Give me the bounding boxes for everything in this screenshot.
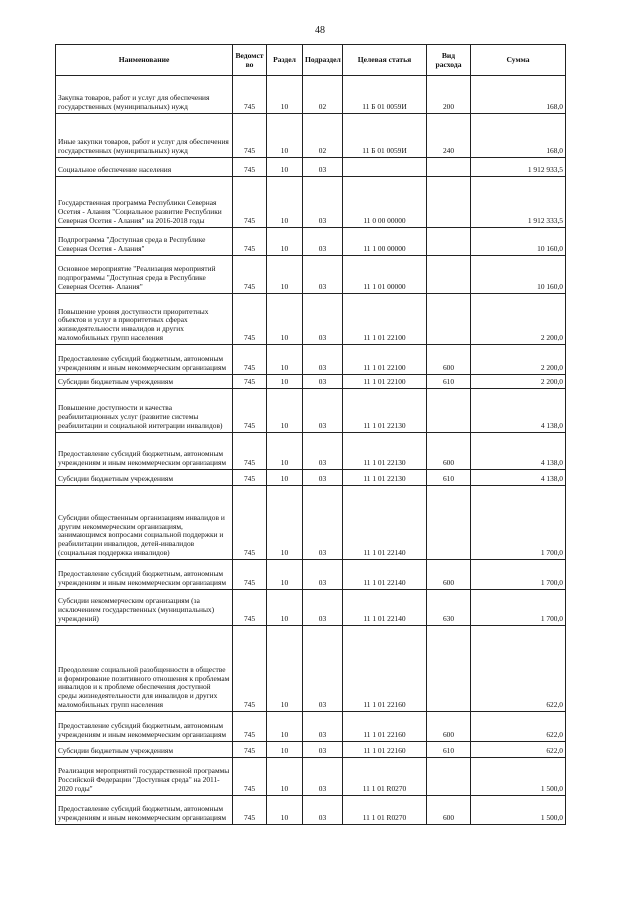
cell-name: Повышение доступности и качества реабилитационных услуг (развитие системы реабилитации и социальной интеграции инвалидов) xyxy=(56,389,233,433)
cell-summa: 168,0 xyxy=(471,114,566,158)
cell-ved: 745 xyxy=(233,177,267,228)
cell-ved: 745 xyxy=(233,433,267,470)
cell-name: Основное мероприятие "Реализация мероприятий подпрограммы "Доступная среда в Республике Северная Осетия- Алания" xyxy=(56,256,233,294)
cell-ved: 745 xyxy=(233,114,267,158)
cell-summa: 1 500,0 xyxy=(471,758,566,796)
cell-razdel: 10 xyxy=(267,470,303,486)
cell-vid xyxy=(427,256,471,294)
cell-podrazdel: 03 xyxy=(303,712,343,742)
cell-summa: 4 138,0 xyxy=(471,433,566,470)
cell-podrazdel: 03 xyxy=(303,177,343,228)
cell-ved: 745 xyxy=(233,626,267,712)
cell-podrazdel: 03 xyxy=(303,470,343,486)
cell-podrazdel: 03 xyxy=(303,742,343,758)
cell-vid xyxy=(427,228,471,256)
cell-summa: 1 700,0 xyxy=(471,590,566,626)
cell-vid xyxy=(427,626,471,712)
cell-summa: 1 500,0 xyxy=(471,796,566,825)
cell-name: Субсидии бюджетным учреждениям xyxy=(56,470,233,486)
cell-name: Реализация мероприятий государственной программы Российской Федерации "Доступная среда" на 2011-2020 годы" xyxy=(56,758,233,796)
table-row xyxy=(56,470,566,486)
cell-kcr: 11 0 00 00000 xyxy=(343,177,427,228)
cell-ved: 745 xyxy=(233,590,267,626)
cell-kcr: 11 1 01 22140 xyxy=(343,486,427,560)
cell-name: Предоставление субсидий бюджетным, автономным учреждениям и иным некоммерческим организациям xyxy=(56,796,233,825)
cell-kcr: 11 1 01 22140 xyxy=(343,560,427,590)
cell-ved: 745 xyxy=(233,796,267,825)
header-vid: Вид расхода xyxy=(427,45,471,76)
table-row xyxy=(56,626,566,712)
cell-vid xyxy=(427,158,471,177)
header-razdel: Раздел xyxy=(267,45,303,76)
header-podrazdel: Подраздел xyxy=(303,45,343,76)
cell-kcr: 11 1 01 22160 xyxy=(343,626,427,712)
cell-name: Предоставление субсидий бюджетным, автономным учреждениям и иным некоммерческим организациям xyxy=(56,712,233,742)
cell-razdel: 10 xyxy=(267,177,303,228)
cell-name: Предоставление субсидий бюджетным, автономным учреждениям и иным некоммерческим организациям xyxy=(56,560,233,590)
cell-name: Закупка товаров, работ и услуг для обеспечения государственных (муниципальных) нужд xyxy=(56,76,233,114)
table-row xyxy=(56,758,566,796)
cell-kcr: 11 Б 01 0059И xyxy=(343,76,427,114)
cell-ved: 745 xyxy=(233,228,267,256)
cell-podrazdel: 03 xyxy=(303,158,343,177)
table-row xyxy=(56,590,566,626)
cell-summa: 4 138,0 xyxy=(471,389,566,433)
cell-summa: 2 200,0 xyxy=(471,294,566,345)
cell-razdel: 10 xyxy=(267,560,303,590)
cell-name: Государственная программа Республики Северная Осетия - Алания "Социальное развитие Республики Северная Осетия - Алания" на 2016-2018 годы xyxy=(56,177,233,228)
cell-ved: 745 xyxy=(233,294,267,345)
cell-vid: 610 xyxy=(427,742,471,758)
table-row xyxy=(56,742,566,758)
cell-razdel: 10 xyxy=(267,712,303,742)
cell-podrazdel: 02 xyxy=(303,76,343,114)
cell-kcr: 11 1 01 22130 xyxy=(343,389,427,433)
cell-summa: 1 912 933,5 xyxy=(471,158,566,177)
table-row xyxy=(56,158,566,177)
cell-podrazdel: 02 xyxy=(303,114,343,158)
cell-podrazdel: 03 xyxy=(303,433,343,470)
cell-ved: 745 xyxy=(233,256,267,294)
cell-kcr: 11 1 01 22160 xyxy=(343,742,427,758)
cell-podrazdel: 03 xyxy=(303,486,343,560)
cell-vid xyxy=(427,758,471,796)
header-ved: Ведомст во xyxy=(233,45,267,76)
cell-ved: 745 xyxy=(233,345,267,375)
cell-razdel: 10 xyxy=(267,389,303,433)
table-header-row xyxy=(56,45,566,76)
cell-summa: 4 138,0 xyxy=(471,470,566,486)
cell-kcr: 11 1 01 22100 xyxy=(343,375,427,389)
cell-podrazdel: 03 xyxy=(303,375,343,389)
table-row xyxy=(56,256,566,294)
cell-name: Предоставление субсидий бюджетным, автономным учреждениям и иным некоммерческим организациям xyxy=(56,433,233,470)
table-row xyxy=(56,177,566,228)
cell-vid: 200 xyxy=(427,76,471,114)
cell-name: Иные закупки товаров, работ и услуг для обеспечения государственных (муниципальных) нужд xyxy=(56,114,233,158)
cell-razdel: 10 xyxy=(267,758,303,796)
cell-kcr: 11 1 01 22100 xyxy=(343,294,427,345)
cell-name: Подпрограмма "Доступная среда в Республике Северная Осетия - Алания" xyxy=(56,228,233,256)
cell-name: Преодоление социальной разобщенности в обществе и формирование позитивного отношения к проблемам инвалидов и к проблеме обеспечения доступной среды жизнедеятельности для инвалидов и других маломобильных групп населения xyxy=(56,626,233,712)
cell-kcr xyxy=(343,158,427,177)
cell-razdel: 10 xyxy=(267,626,303,712)
cell-vid xyxy=(427,294,471,345)
cell-summa: 10 160,0 xyxy=(471,256,566,294)
cell-ved: 745 xyxy=(233,742,267,758)
table-row xyxy=(56,796,566,825)
cell-vid: 630 xyxy=(427,590,471,626)
cell-razdel: 10 xyxy=(267,76,303,114)
cell-name: Социальное обеспечение населения xyxy=(56,158,233,177)
cell-vid xyxy=(427,389,471,433)
cell-ved: 745 xyxy=(233,486,267,560)
cell-razdel: 10 xyxy=(267,158,303,177)
header-name: Наименование xyxy=(56,45,233,76)
cell-ved: 745 xyxy=(233,158,267,177)
cell-summa: 2 200,0 xyxy=(471,345,566,375)
cell-name: Повышение уровня доступности приоритетных объектов и услуг в приоритетных сферах жизнедеятельности инвалидов и других маломобильных групп населения xyxy=(56,294,233,345)
cell-vid: 600 xyxy=(427,560,471,590)
cell-podrazdel: 03 xyxy=(303,560,343,590)
table-body xyxy=(56,76,566,825)
header-kcr: Целевая статья xyxy=(343,45,427,76)
cell-razdel: 10 xyxy=(267,486,303,560)
cell-vid: 600 xyxy=(427,796,471,825)
cell-razdel: 10 xyxy=(267,114,303,158)
cell-kcr: 11 1 01 22100 xyxy=(343,345,427,375)
cell-razdel: 10 xyxy=(267,433,303,470)
cell-podrazdel: 03 xyxy=(303,389,343,433)
header-summa: Сумма xyxy=(471,45,566,76)
cell-razdel: 10 xyxy=(267,742,303,758)
cell-podrazdel: 03 xyxy=(303,626,343,712)
cell-razdel: 10 xyxy=(267,228,303,256)
cell-razdel: 10 xyxy=(267,256,303,294)
table-row xyxy=(56,345,566,375)
cell-summa: 1 700,0 xyxy=(471,486,566,560)
cell-vid xyxy=(427,177,471,228)
cell-summa: 1 912 333,5 xyxy=(471,177,566,228)
table-row xyxy=(56,560,566,590)
cell-podrazdel: 03 xyxy=(303,590,343,626)
cell-kcr: 11 1 01 22140 xyxy=(343,590,427,626)
cell-summa: 622,0 xyxy=(471,712,566,742)
cell-kcr: 11 1 01 R0270 xyxy=(343,758,427,796)
cell-name: Предоставление субсидий бюджетным, автономным учреждениям и иным некоммерческим организациям xyxy=(56,345,233,375)
cell-ved: 745 xyxy=(233,389,267,433)
cell-vid: 610 xyxy=(427,375,471,389)
cell-kcr: 11 1 01 22160 xyxy=(343,712,427,742)
cell-ved: 745 xyxy=(233,76,267,114)
cell-summa: 10 160,0 xyxy=(471,228,566,256)
cell-vid: 240 xyxy=(427,114,471,158)
cell-vid: 600 xyxy=(427,433,471,470)
cell-razdel: 10 xyxy=(267,345,303,375)
table-row xyxy=(56,486,566,560)
cell-podrazdel: 03 xyxy=(303,228,343,256)
cell-kcr: 11 1 01 R0270 xyxy=(343,796,427,825)
cell-summa: 2 200,0 xyxy=(471,375,566,389)
table-row xyxy=(56,76,566,114)
table-row xyxy=(56,228,566,256)
cell-razdel: 10 xyxy=(267,590,303,626)
page-number: 48 xyxy=(315,25,325,36)
cell-ved: 745 xyxy=(233,375,267,389)
cell-vid: 600 xyxy=(427,712,471,742)
cell-ved: 745 xyxy=(233,560,267,590)
cell-razdel: 10 xyxy=(267,294,303,345)
cell-razdel: 10 xyxy=(267,796,303,825)
table-row xyxy=(56,375,566,389)
cell-ved: 745 xyxy=(233,470,267,486)
cell-podrazdel: 03 xyxy=(303,345,343,375)
cell-kcr: 11 1 01 22130 xyxy=(343,470,427,486)
cell-name: Субсидии бюджетным учреждениям xyxy=(56,742,233,758)
table-row xyxy=(56,712,566,742)
cell-razdel: 10 xyxy=(267,375,303,389)
cell-vid: 600 xyxy=(427,345,471,375)
cell-summa: 622,0 xyxy=(471,626,566,712)
cell-summa: 622,0 xyxy=(471,742,566,758)
cell-podrazdel: 03 xyxy=(303,796,343,825)
table-row xyxy=(56,389,566,433)
cell-podrazdel: 03 xyxy=(303,294,343,345)
table-row xyxy=(56,433,566,470)
cell-name: Субсидии некоммерческим организациям (за исключением государственных (муниципальных) учреждений) xyxy=(56,590,233,626)
cell-ved: 745 xyxy=(233,758,267,796)
cell-name: Субсидии бюджетным учреждениям xyxy=(56,375,233,389)
cell-vid: 610 xyxy=(427,470,471,486)
cell-kcr: 11 1 01 22130 xyxy=(343,433,427,470)
cell-kcr: 11 1 01 00000 xyxy=(343,256,427,294)
cell-kcr: 11 Б 01 0059И xyxy=(343,114,427,158)
cell-summa: 168,0 xyxy=(471,76,566,114)
table-row xyxy=(56,114,566,158)
table-row xyxy=(56,294,566,345)
cell-name: Субсидии общественным организациям инвалидов и другим некоммерческим организациям, занимающимся вопросами социальной поддержки и реабилитации инвалидов, детей-инвалидов (социальная поддержка инвалидов) xyxy=(56,486,233,560)
cell-podrazdel: 03 xyxy=(303,758,343,796)
cell-ved: 745 xyxy=(233,712,267,742)
cell-kcr: 11 1 00 00000 xyxy=(343,228,427,256)
cell-podrazdel: 03 xyxy=(303,256,343,294)
budget-table xyxy=(55,44,566,825)
cell-summa: 1 700,0 xyxy=(471,560,566,590)
cell-vid xyxy=(427,486,471,560)
